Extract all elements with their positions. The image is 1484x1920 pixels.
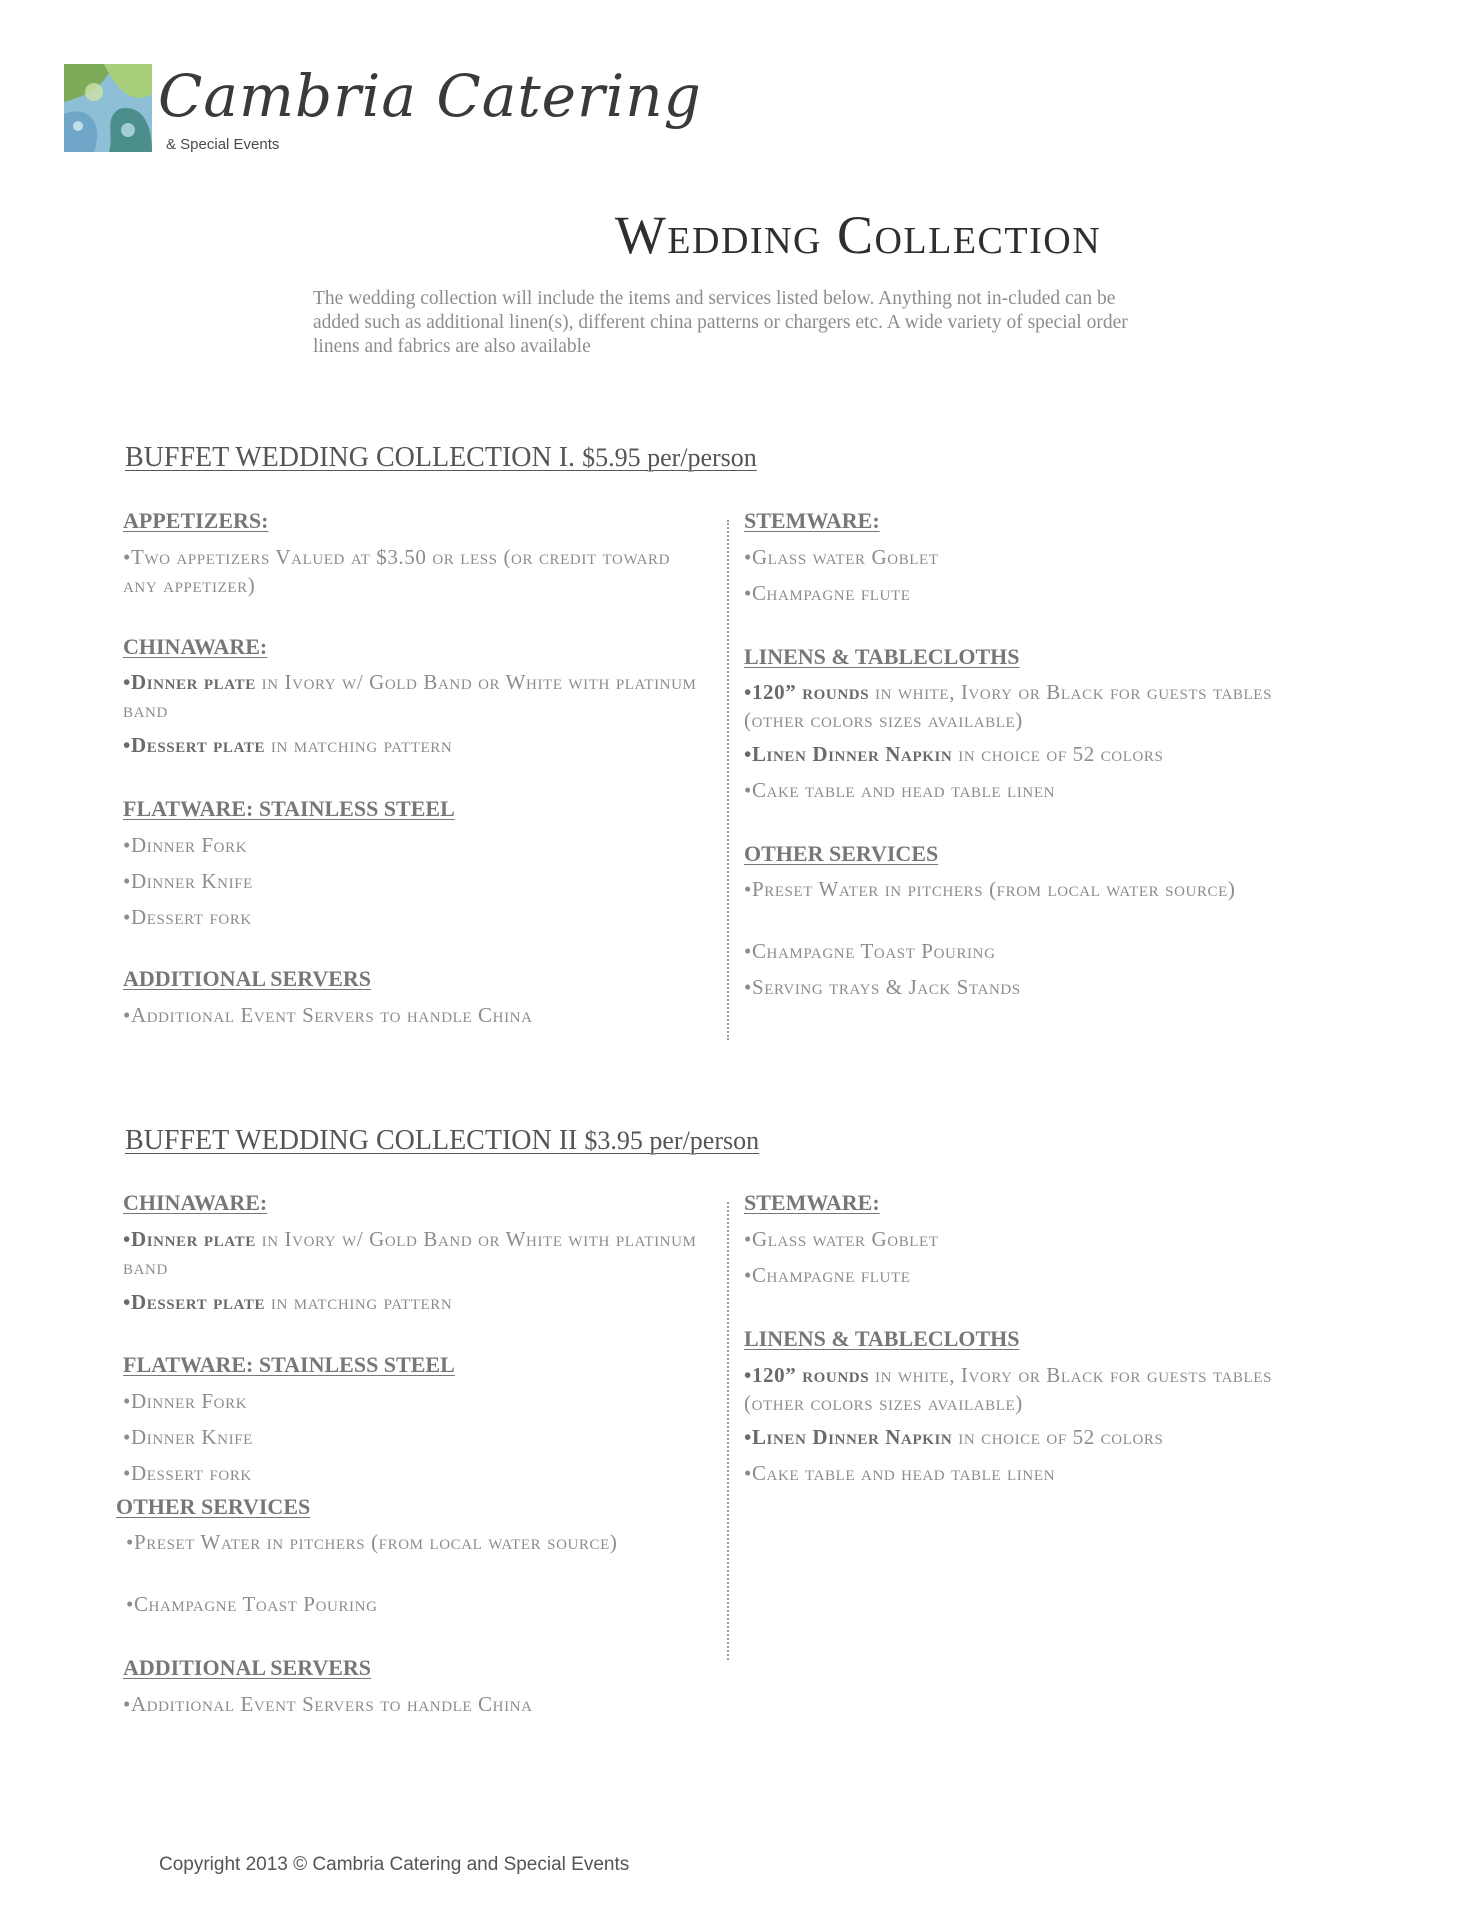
logo-dot bbox=[73, 121, 83, 131]
list-item bbox=[123, 1225, 703, 1281]
stemware-heading: STEMWARE: bbox=[744, 1190, 880, 1215]
item-bold: •120” rounds bbox=[744, 680, 870, 704]
additional-servers-heading: ADDITIONAL SERVERS bbox=[123, 966, 372, 991]
logo-dot bbox=[121, 123, 135, 137]
item-text: in choice of 52 colors bbox=[952, 1425, 1164, 1449]
list-item: •Champagne Toast Pouring bbox=[744, 939, 996, 963]
collection-2-heading bbox=[125, 1125, 759, 1157]
item-bold: •120” rounds bbox=[744, 1363, 870, 1387]
list-item: •Dinner Knife bbox=[123, 1425, 253, 1449]
stemware-heading: STEMWARE: bbox=[744, 508, 880, 533]
list-item: •Dessert fork bbox=[123, 905, 252, 929]
item-bold: •Linen Dinner Napkin bbox=[744, 1425, 953, 1449]
chinaware-heading: CHINAWARE: bbox=[123, 1190, 268, 1215]
appetizers-heading: APPETIZERS: bbox=[123, 508, 269, 533]
linens-heading: LINENS & TABLECLOTHS bbox=[744, 644, 1020, 669]
logo-tagline: & Special Events bbox=[166, 136, 280, 153]
list-item: •Two appetizers Valued at $3.50 or less (or credit toward any appetizer) bbox=[123, 545, 671, 597]
flatware-heading: FLATWARE: STAINLESS STEEL bbox=[123, 796, 455, 821]
list-item: •Preset Water in pitchers (from local water source) bbox=[744, 877, 1236, 901]
page-title bbox=[0, 204, 1484, 266]
list-item: •Glass water Goblet bbox=[744, 1227, 939, 1251]
list-item: •Champagne Toast Pouring bbox=[126, 1592, 378, 1616]
flatware-heading: FLATWARE: STAINLESS STEEL bbox=[123, 1352, 455, 1377]
item-bold: •Dinner plate bbox=[123, 670, 256, 694]
chinaware-heading: CHINAWARE: bbox=[123, 634, 268, 659]
collection-2-price: $3.95 per/person bbox=[584, 1126, 760, 1155]
item-text: in choice of 52 colors bbox=[952, 742, 1164, 766]
list-item: •Champagne flute bbox=[744, 1263, 911, 1287]
item-text: in matching pattern bbox=[265, 1290, 453, 1314]
list-item: •Dinner Fork bbox=[123, 833, 248, 857]
logo-script-text: Cambria Catering bbox=[158, 62, 702, 130]
list-item bbox=[123, 1288, 703, 1316]
list-item bbox=[744, 678, 1324, 734]
collection-1-price: $5.95 per/person bbox=[582, 443, 757, 472]
item-bold: •Dessert plate bbox=[123, 1290, 266, 1314]
list-item bbox=[744, 1423, 1163, 1451]
item-bold: •Linen Dinner Napkin bbox=[744, 742, 953, 766]
list-item: •Champagne flute bbox=[744, 581, 911, 605]
list-item: •Additional Event Servers to handle China bbox=[123, 1003, 533, 1027]
list-item: •Glass water Goblet bbox=[744, 545, 939, 569]
list-item: •Dinner Fork bbox=[123, 1389, 248, 1413]
list-item: •Preset Water in pitchers (from local water source) bbox=[126, 1530, 618, 1554]
other-services-heading: OTHER SERVICES bbox=[116, 1494, 311, 1519]
list-item: •Dessert fork bbox=[123, 1461, 252, 1485]
collection-1-heading bbox=[125, 442, 757, 474]
collection-2-title: BUFFET WEDDING COLLECTION II bbox=[125, 1125, 578, 1156]
item-bold: •Dessert plate bbox=[123, 733, 266, 757]
page-title-text: Wedding Collection bbox=[614, 205, 1102, 265]
list-item: •Cake table and head table linen bbox=[744, 1461, 1056, 1485]
list-item bbox=[744, 740, 1163, 768]
item-text: in white, Ivory or Black for guests tables (other colors sizes available) bbox=[744, 680, 1273, 732]
logo-mark bbox=[64, 64, 152, 152]
intro-paragraph: The wedding collection will include the items and services listed below. Anything not in-cluded can be added such as additional linen(s), different china patterns or chargers etc. A wide variety of special order linens and fabrics are also available bbox=[313, 288, 1128, 357]
list-item: •Dinner Knife bbox=[123, 869, 253, 893]
other-services-heading: OTHER SERVICES bbox=[744, 841, 939, 866]
collection-1-title: BUFFET WEDDING COLLECTION I. bbox=[125, 442, 576, 473]
item-text: in Ivory w/ Gold Band or White with platinum band bbox=[123, 670, 697, 722]
logo-dot bbox=[85, 83, 103, 101]
list-item bbox=[123, 731, 703, 759]
column-divider bbox=[727, 520, 729, 1040]
list-item: •Serving trays & Jack Stands bbox=[744, 975, 1021, 999]
column-divider bbox=[727, 1202, 729, 1660]
list-item: •Cake table and head table linen bbox=[744, 778, 1056, 802]
linens-heading: LINENS & TABLECLOTHS bbox=[744, 1326, 1020, 1351]
item-bold: •Dinner plate bbox=[123, 1227, 256, 1251]
list-item bbox=[123, 668, 703, 724]
footer-copyright: Copyright 2013 © Cambria Catering and Special Events bbox=[159, 1854, 630, 1875]
list-item bbox=[744, 1361, 1324, 1417]
list-item: •Additional Event Servers to handle China bbox=[123, 1692, 533, 1716]
additional-servers-heading: ADDITIONAL SERVERS bbox=[123, 1655, 372, 1680]
item-text: in matching pattern bbox=[265, 733, 453, 757]
item-text: in white, Ivory or Black for guests tables (other colors sizes available) bbox=[744, 1363, 1273, 1415]
item-text: in Ivory w/ Gold Band or White with platinum band bbox=[123, 1227, 697, 1279]
